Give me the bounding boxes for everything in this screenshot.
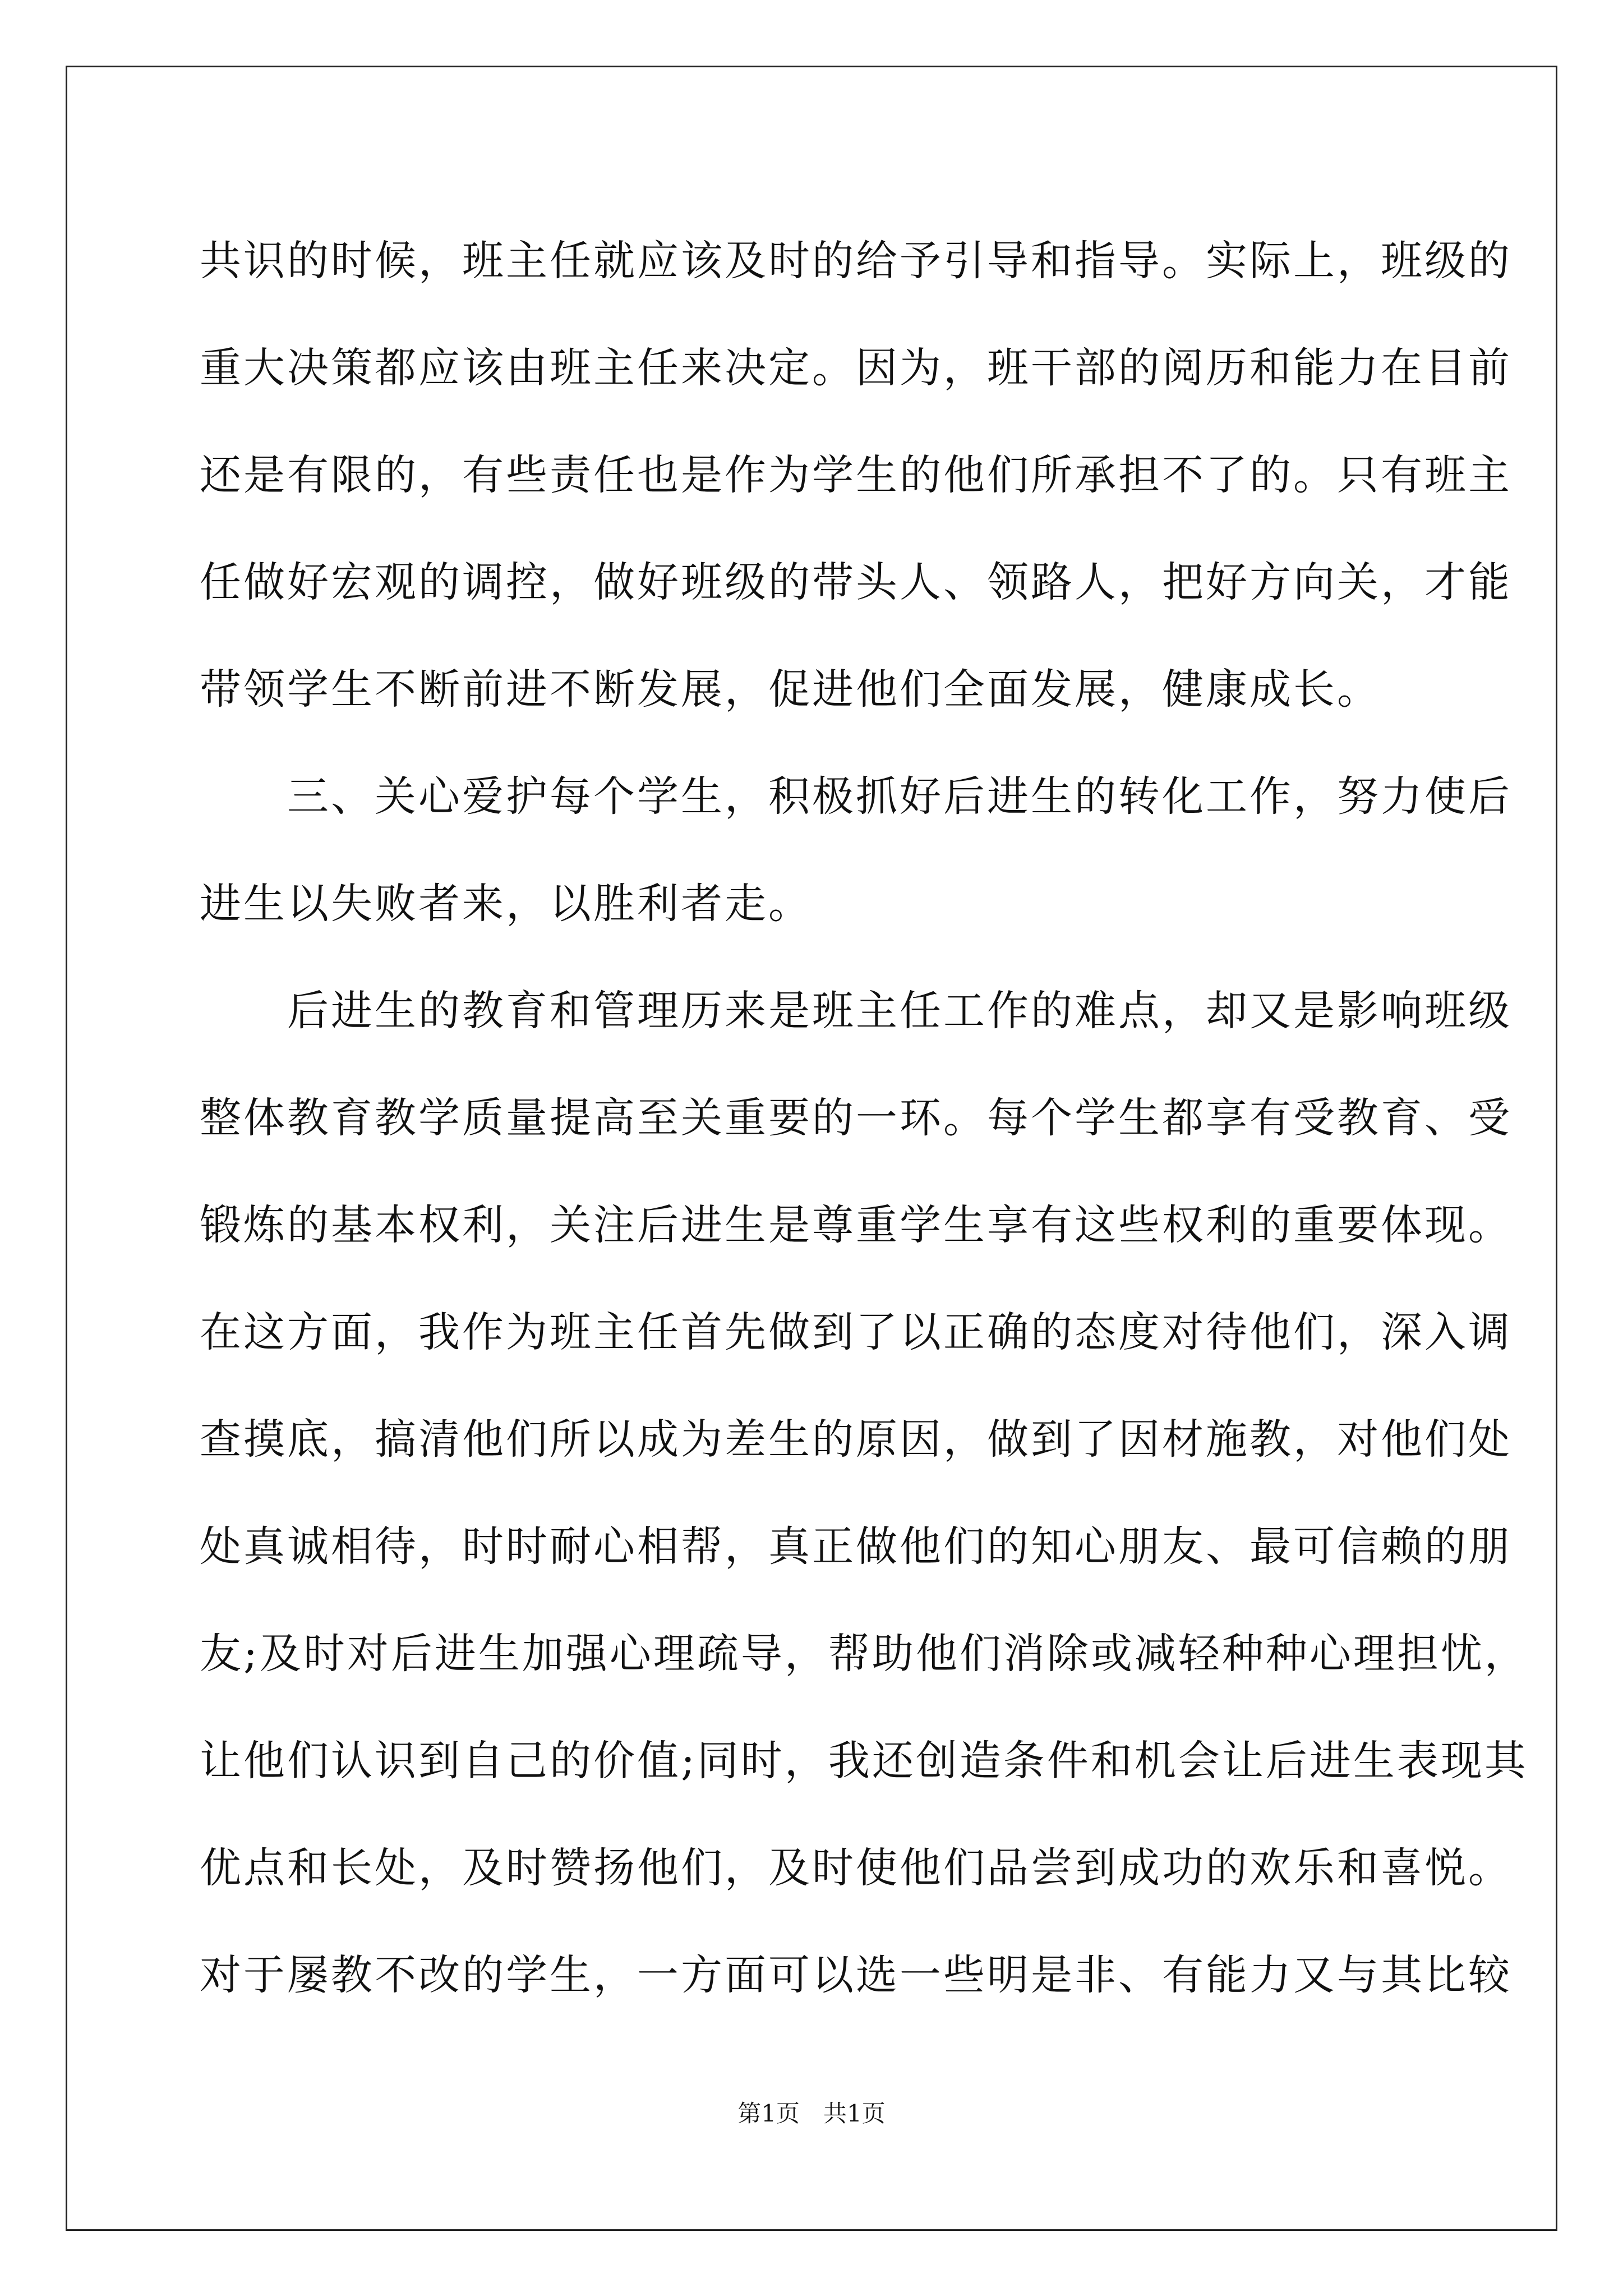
text-line: 在这方面，我作为班主任首先做到了以正确的态度对待他们，深入调 <box>200 1308 1512 1356</box>
text-line: 带领学生不断前进不断发展，促进他们全面发展，健康成长。 <box>200 665 1381 714</box>
text-line: 重大决策都应该由班主任来决定。因为，班干部的阅历和能力在目前 <box>200 344 1512 392</box>
text-line: 整体教育教学质量提高至关重要的一环。每个学生都享有受教育、受 <box>200 1094 1512 1142</box>
text-line: 对于屡教不改的学生，一方面可以选一些明是非、有能力又与其比较 <box>200 1951 1512 1999</box>
text-line: 友;及时对后进生加强心理疏导，帮助他们消除或减轻种种心理担忧， <box>200 1630 1528 1678</box>
text-line: 处真诚相待，时时耐心相帮，真正做他们的知心朋友、最可信赖的朋 <box>200 1522 1512 1571</box>
section-heading-line: 进生以失败者来，以胜利者走。 <box>200 880 812 928</box>
text-line: 任做好宏观的调控，做好班级的带头人、领路人，把好方向关，才能 <box>200 558 1512 606</box>
text-line: 让他们认识到自己的价值;同时，我还创造条件和机会让后进生表现其 <box>200 1737 1528 1785</box>
text-line: 共识的时候，班主任就应该及时的给予引导和指导。实际上，班级的 <box>200 237 1512 285</box>
document-body <box>200 208 1528 2029</box>
text-line: 查摸底，搞清他们所以成为差生的原因，做到了因材施教，对他们处 <box>200 1415 1512 1464</box>
text-line: 还是有限的，有些责任也是作为学生的他们所承担不了的。只有班主 <box>200 451 1512 499</box>
section-heading-line: 三、关心爱护每个学生，积极抓好后进生的转化工作，努力使后 <box>200 772 1512 821</box>
page-footer: 第1页 共1页 <box>737 2100 886 2127</box>
text-line: 优点和长处，及时赞扬他们，及时使他们品尝到成功的欢乐和喜悦。 <box>200 1844 1512 1892</box>
text-line: 锻炼的基本权利，关注后进生是尊重学生享有这些权利的重要体现。 <box>200 1201 1512 1249</box>
text-line: 后进生的教育和管理历来是班主任工作的难点，却又是影响班级 <box>200 987 1512 1035</box>
